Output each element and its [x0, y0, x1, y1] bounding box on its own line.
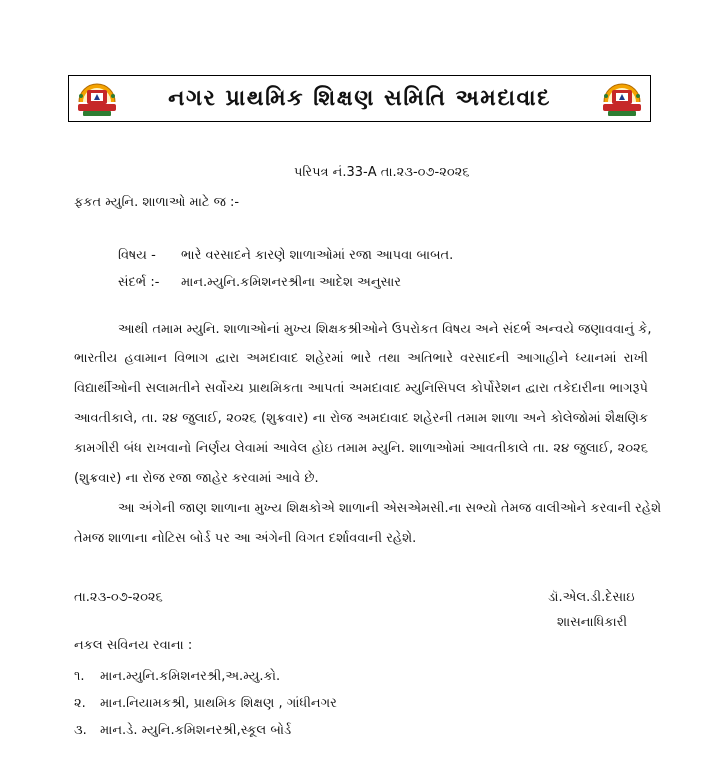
copy-item-text: માન.મ્યુનિ.કમિશનરશ્રી,અ.મ્યુ.કો. [100, 669, 281, 684]
instruction-line: આ અંગેની જાણ શાળાના મુખ્ય શિક્ષકોએ શાળાની એસએમસી.ના સભ્યો તેમજ વાલીઓને કરવાની રહેશે [118, 501, 662, 516]
signatory-title: શાસનાધિકારી [557, 615, 628, 630]
subject-label: વિષય - [118, 248, 156, 263]
body-line: વિદ્યાર્થીઓની સલામતીને સર્વોચ્ચ પ્રાથમિકતા આપતાં અમદાવાદ મ્યુનિસિપલ કોર્પોરેશન દ્વારા તકેદારીના ભાગરૂપે [74, 381, 648, 396]
page-title: નગર પ્રાથમિક શિક્ષણ સમિતિ અમદાવાદ [168, 86, 551, 111]
subject-text: ભારે વરસાદને કારણે શાળાઓમાં રજા આપવા બાબત. [181, 248, 454, 263]
emblem-logo-icon [75, 80, 119, 118]
body-line: (શુક્રવાર) ના રોજ રજા જાહેર કરવામાં આવે છે. [74, 471, 319, 486]
body-line: કામગીરી બંધ રાખવાનો નિર્ણય લેવામાં આવેલ હોઇ તમામ મ્યુનિ. શાળાઓમાં આવતીકાલે તા. ૨૪ જુલાઈ, ૨૦૨૬ [74, 441, 648, 456]
copy-item-number: ૨. [74, 696, 86, 711]
body-line: આવતીકાલે, તા. ૨૪ જુલાઈ, ૨૦૨૬ (શુક્રવાર) ના રોજ અમદાવાદ શહેરની તમામ શાળા અને કોલેજોમાં શૈક્ષણિક [74, 411, 648, 426]
addressee-line: ફકત મ્યુનિ. શાળાઓ માટે જ :- [74, 195, 240, 210]
copy-to-heading: નકલ સવિનય રવાના : [74, 638, 193, 653]
copy-item-text: માન.નિયામકશ્રી, પ્રાથમિક શિક્ષણ , ગાંધીનગર [100, 696, 337, 711]
reference-label: સંદર્ભ :- [118, 275, 160, 290]
signatory-name: ડૉ.એલ.ડી.દેસાઇ [548, 590, 635, 605]
emblem-logo-icon [600, 80, 644, 118]
letterhead [68, 75, 651, 122]
copy-item-number: ૩. [74, 723, 87, 738]
copy-item-number: ૧. [74, 669, 85, 684]
body-line: આથી તમામ મ્યુનિ. શાળાઓનાં મુખ્ય શિક્ષકશ્રીઓને ઉપરોકત વિષય અને સંદર્ભ અન્વયે જણાવવાનું કે, [118, 322, 652, 337]
body-line: ભારતીય હવામાન વિભાગ દ્વારા અમદાવાદ શહેરમાં ભારે તથા અતિભારે વરસાદની આગાહીને ધ્યાનમાં રાખી [74, 351, 648, 366]
circular-reference: પરિપત્ર નં.33-A તા.૨૩-૦૭-૨૦૨૬ [294, 165, 470, 180]
reference-text: માન.મ્યુનિ.કમિશનરશ્રીના આદેશ અનુસાર [181, 275, 402, 290]
instruction-line: તેમજ શાળાના નોટિસ બોર્ડ પર આ અંગેની વિગત દર્શાવવાની રહેશે. [74, 531, 417, 546]
issue-date: તા.૨૩-૦૭-૨૦૨૬ [74, 590, 163, 605]
copy-item-text: માન.ડે. મ્યુનિ.કમિશનરશ્રી,સ્કૂલ બોર્ડ [100, 723, 292, 738]
